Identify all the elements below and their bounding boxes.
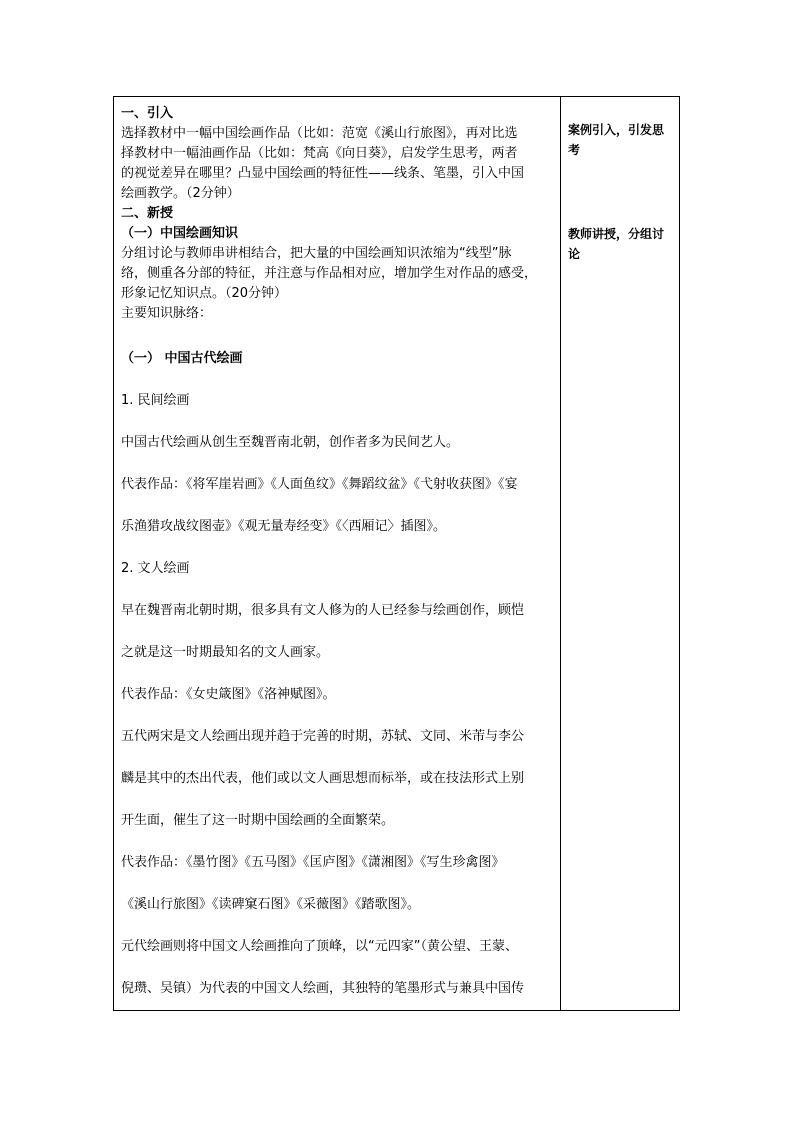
literati-works: 代表作品：《女史箴图》《洛神赋图》。 — [121, 687, 336, 702]
notes-column — [561, 97, 679, 1010]
note-teacher-lecture: 论 — [568, 247, 581, 261]
literati-paragraph-line: 麟是其中的杰出代表，他们或以文人画思想而标举，或在技法形式上别 — [121, 771, 525, 786]
literati-paragraph-line: 早在魏晋南北朝时期，很多具有文人修为的人已经参与绘画创作，顾恺 — [121, 603, 525, 618]
intro-line: 绘画教学。（2分钟） — [121, 186, 240, 201]
lesson-plan-table — [113, 96, 680, 1011]
ancient-heading: （一） 中国古代绘画 — [121, 351, 243, 366]
intro-line: 选择教材中一幅中国绘画作品（比如：范宽《溪山行旅图》，再对比选 — [121, 126, 518, 141]
new-teaching-heading: 二、新授 — [121, 206, 174, 221]
folk-works-line: 代表作品：《将军崖岩画》《人面鱼纹》《舞蹈纹盆》《弋射收获图》《宴 — [121, 477, 518, 492]
content-column — [114, 97, 561, 1010]
literati-paragraph-line: 开生面，催生了这一时期中国绘画的全面繁荣。 — [121, 813, 395, 828]
outline-label: 主要知识脉络： — [121, 306, 213, 321]
new-teaching-line: 分组讨论与教师串讲相结合，把大量的中国绘画知识浓缩为“线型”脉 — [121, 246, 512, 261]
literati-works-line: 《溪山行旅图》《读碑窠石图》《采薇图》《踏歌图》。 — [121, 897, 421, 912]
folk-heading: 1. 民间绘画 — [121, 393, 190, 408]
intro-line: 择教材中一幅油画作品（比如：梵高《向日葵》，启发学生思考，两者 — [121, 146, 518, 161]
literati-paragraph-line: 元代绘画则将中国文人绘画推向了顶峰，以“元四家”（黄公望、王蒙、 — [121, 939, 518, 954]
intro-heading: 一、引入 — [121, 106, 174, 121]
new-teaching-subheading: （一）中国绘画知识 — [121, 226, 239, 241]
folk-works-line: 乐渔猎攻战纹图壶》《观无量寿经变》《〈西厢记〉插图》。 — [121, 519, 447, 534]
literati-heading: 2. 文人绘画 — [121, 561, 190, 576]
literati-paragraph-line: 之就是这一时期最知名的文人画家。 — [121, 645, 330, 660]
new-teaching-line: 形象记忆知识点。（20分钟） — [121, 286, 288, 301]
literati-works-line: 代表作品：《墨竹图》《五马图》《匡庐图》《潇湘图》《写生珍禽图》 — [121, 855, 505, 870]
note-case-intro: 案例引入，引发思 — [568, 123, 665, 137]
note-teacher-lecture: 教师讲授，分组讨 — [568, 227, 665, 241]
literati-paragraph-line: 倪瓒、吴镇）为代表的中国文人绘画，其独特的笔墨形式与兼具中国传 — [121, 981, 525, 996]
note-case-intro: 考 — [568, 143, 581, 157]
new-teaching-line: 络，侧重各分部的特征，并注意与作品相对应，增加学生对作品的感受， — [121, 266, 538, 281]
intro-line: 的视觉差异在哪里？凸显中国绘画的特征性——线条、笔墨，引入中国 — [121, 166, 525, 181]
literati-paragraph-line: 五代两宋是文人绘画出现并趋于完善的时期，苏轼、文同、米芾与李公 — [121, 729, 525, 744]
folk-desc: 中国古代绘画从创生至魏晋南北朝，创作者多为民间艺人。 — [121, 435, 460, 450]
